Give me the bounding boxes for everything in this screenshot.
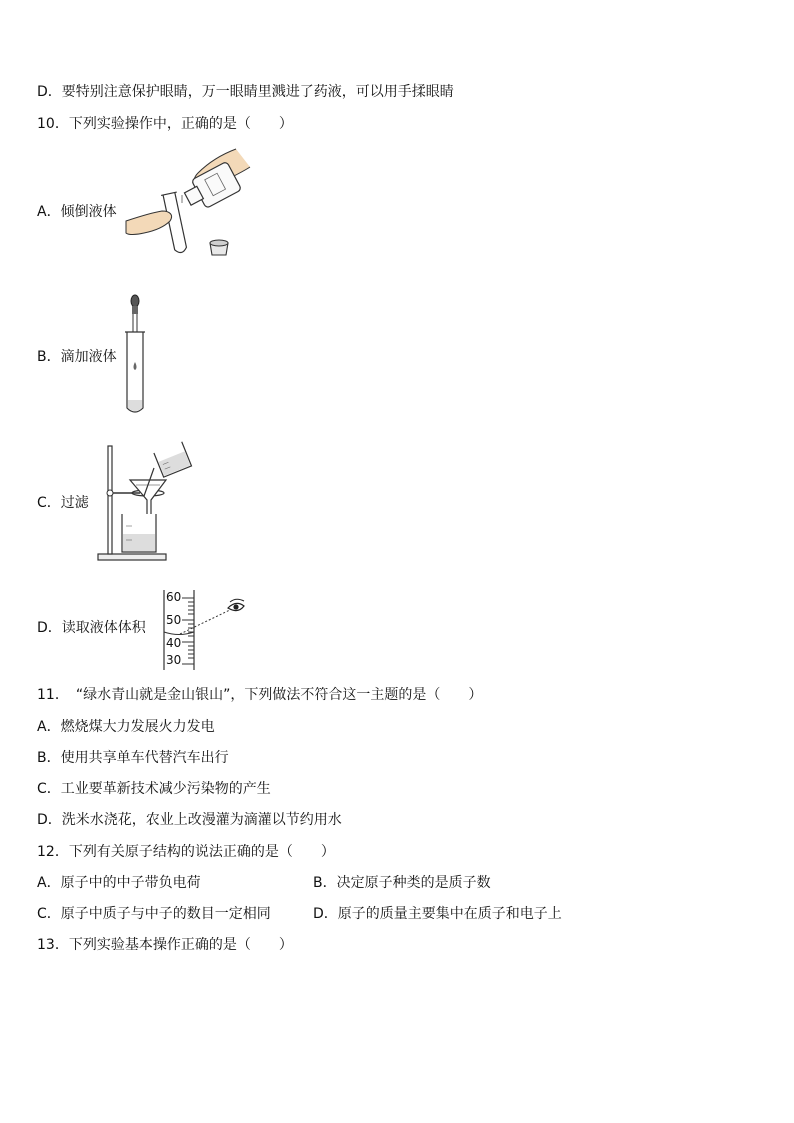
q10-option-a: A．倾倒液体 bbox=[37, 204, 117, 220]
pouring-liquid-illustration bbox=[124, 147, 254, 259]
q12-stem: 12．下列有关原子结构的说法正确的是（ ） bbox=[37, 844, 335, 860]
q9-option-d: D．要特别注意保护眼睛，万一眼睛里溅进了药液，可以用手揉眼睛 bbox=[37, 84, 454, 100]
cylinder-mark-50: 50 bbox=[166, 613, 182, 627]
q12-option-a: A．原子中的中子带负电荷 bbox=[37, 875, 201, 891]
q11-option-a: A．燃烧煤大力发展火力发电 bbox=[37, 719, 215, 735]
q12-option-c: C．原子中质子与中子的数目一定相同 bbox=[37, 906, 271, 922]
q12-option-b: B．决定原子种类的是质子数 bbox=[313, 875, 491, 891]
dropper-illustration bbox=[124, 294, 146, 416]
cylinder-mark-40: 40 bbox=[166, 636, 182, 650]
q13-stem: 13．下列实验基本操作正确的是（ ） bbox=[37, 937, 293, 953]
q10-option-c: C．过滤 bbox=[37, 495, 89, 511]
cylinder-mark-60: 60 bbox=[166, 590, 182, 604]
q11-option-d: D．洗米水浇花，农业上改漫灌为滴灌以节约用水 bbox=[37, 812, 342, 828]
q11-stem: 11． “绿水青山就是金山银山”，下列做法不符合这一主题的是（ ） bbox=[37, 687, 483, 703]
q10-option-b: B．滴加液体 bbox=[37, 349, 117, 365]
filtration-illustration bbox=[96, 438, 200, 562]
q10-stem: 10．下列实验操作中，正确的是（ ） bbox=[37, 116, 293, 132]
q11-option-b: B．使用共享单车代替汽车出行 bbox=[37, 750, 229, 766]
cylinder-mark-30: 30 bbox=[166, 653, 182, 667]
graduated-cylinder-illustration bbox=[160, 588, 250, 672]
q11-option-c: C．工业要革新技术减少污染物的产生 bbox=[37, 781, 271, 797]
q10-option-d: D．读取液体体积 bbox=[37, 620, 146, 636]
q12-option-d: D．原子的质量主要集中在质子和电子上 bbox=[313, 906, 562, 922]
eye-icon bbox=[228, 599, 244, 610]
